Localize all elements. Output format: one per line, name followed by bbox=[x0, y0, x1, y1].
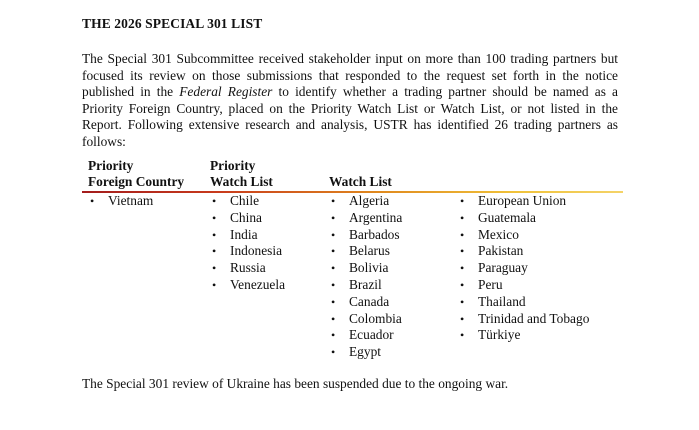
intro-text-part1: The Special 301 Subcommittee received stakeholder input on more than 100 trading partners but focused its review on those submissions that responded to the request set forth in the notice published in the bbox=[82, 51, 618, 100]
list-item bbox=[329, 311, 402, 328]
list-item bbox=[458, 327, 589, 344]
bullet-icon: • bbox=[331, 227, 336, 242]
list-item bbox=[329, 227, 402, 244]
country-name: Barbados bbox=[349, 226, 400, 242]
country-name: Venezuela bbox=[230, 276, 286, 292]
federal-register-emphasis: Federal Register bbox=[179, 84, 273, 100]
country-name: Vietnam bbox=[108, 193, 154, 208]
wl-list-col1 bbox=[329, 193, 402, 361]
bullet-icon: • bbox=[331, 244, 336, 259]
bullet-icon: • bbox=[460, 261, 465, 276]
country-name: Chile bbox=[230, 193, 260, 208]
country-name: Belarus bbox=[349, 243, 390, 259]
wl-list-col2 bbox=[458, 193, 589, 344]
country-name: European Union bbox=[478, 193, 567, 208]
bullet-icon: • bbox=[460, 210, 465, 225]
country-name: Brazil bbox=[349, 276, 382, 292]
wl-column-heading bbox=[329, 174, 392, 190]
bullet-icon: • bbox=[212, 244, 217, 259]
list-item bbox=[329, 193, 402, 210]
list-item bbox=[458, 227, 589, 244]
pwl-column-heading bbox=[210, 158, 273, 189]
bullet-icon: • bbox=[460, 227, 465, 242]
bullet-icon: • bbox=[460, 294, 465, 309]
list-item bbox=[329, 327, 402, 344]
bullet-icon: • bbox=[212, 261, 217, 276]
country-name: Pakistan bbox=[478, 243, 524, 259]
special-301-list-table bbox=[82, 158, 623, 368]
list-item bbox=[458, 311, 589, 328]
list-item bbox=[210, 260, 285, 277]
list-item bbox=[329, 243, 402, 260]
country-name: Canada bbox=[349, 293, 390, 309]
bullet-icon: • bbox=[460, 311, 465, 326]
list-item bbox=[210, 210, 285, 227]
bullet-icon: • bbox=[212, 227, 217, 242]
pwl-list bbox=[210, 193, 285, 294]
bullet-icon: • bbox=[212, 194, 217, 208]
bullet-icon: • bbox=[331, 194, 336, 208]
list-item bbox=[88, 193, 153, 210]
country-name: Ecuador bbox=[349, 327, 394, 343]
country-name: Mexico bbox=[478, 226, 519, 242]
country-name: Thailand bbox=[478, 293, 526, 309]
bullet-icon: • bbox=[212, 277, 217, 292]
pfc-heading-line2: Foreign Country bbox=[88, 173, 185, 189]
pfc-column-heading bbox=[88, 158, 184, 189]
bullet-icon: • bbox=[331, 311, 336, 326]
bullet-icon: • bbox=[331, 277, 336, 292]
country-name: Guatemala bbox=[478, 209, 536, 225]
list-item bbox=[210, 193, 285, 210]
country-name: Colombia bbox=[349, 310, 402, 326]
country-name: China bbox=[230, 209, 262, 225]
list-item bbox=[210, 277, 285, 294]
country-name: Türkiye bbox=[478, 327, 521, 343]
country-name: Russia bbox=[230, 260, 266, 276]
country-name: India bbox=[230, 226, 258, 242]
bullet-icon: • bbox=[331, 345, 336, 360]
list-item bbox=[329, 210, 402, 227]
country-name: Paraguay bbox=[478, 260, 528, 276]
country-name: Egypt bbox=[349, 344, 381, 360]
country-name: Peru bbox=[478, 276, 503, 292]
list-item bbox=[458, 260, 589, 277]
list-item bbox=[458, 243, 589, 260]
country-name: Bolivia bbox=[349, 260, 389, 276]
list-item bbox=[458, 277, 589, 294]
bullet-icon: • bbox=[331, 328, 336, 343]
intro-text-part2: to identify whether a trading partner should be named as a Priority Foreign Country, placed on the Priority Watch List or Watch List, or not listed in the Report. Following extensive research and analysis, USTR has identified 26 trading partners as follows: bbox=[82, 84, 618, 149]
pwl-heading-line2: Watch List bbox=[210, 173, 273, 189]
country-name: Algeria bbox=[349, 193, 390, 208]
pfc-list bbox=[88, 193, 153, 210]
list-item bbox=[458, 294, 589, 311]
list-item bbox=[329, 294, 402, 311]
bullet-icon: • bbox=[212, 210, 217, 225]
bullet-icon: • bbox=[331, 261, 336, 276]
list-item bbox=[458, 193, 589, 210]
country-name: Trinidad and Tobago bbox=[478, 310, 590, 326]
list-item bbox=[329, 260, 402, 277]
intro-paragraph bbox=[82, 51, 618, 151]
bullet-icon: • bbox=[460, 244, 465, 259]
ukraine-note: The Special 301 review of Ukraine has been suspended due to the ongoing war. bbox=[82, 376, 509, 391]
bullet-icon: • bbox=[460, 328, 465, 343]
list-item bbox=[210, 243, 285, 260]
bullet-icon: • bbox=[331, 210, 336, 225]
list-item bbox=[210, 227, 285, 244]
bullet-icon: • bbox=[90, 194, 95, 208]
bullet-icon: • bbox=[460, 277, 465, 292]
wl-heading-text: Watch List bbox=[329, 173, 392, 189]
pfc-heading-line1: Priority bbox=[88, 158, 134, 173]
country-name: Indonesia bbox=[230, 243, 283, 259]
list-item bbox=[329, 277, 402, 294]
list-item bbox=[458, 210, 589, 227]
pwl-heading-line1: Priority bbox=[210, 158, 256, 173]
list-item bbox=[329, 344, 402, 361]
bullet-icon: • bbox=[460, 194, 465, 208]
country-name: Argentina bbox=[349, 209, 403, 225]
bullet-icon: • bbox=[331, 294, 336, 309]
section-title: THE 2026 SPECIAL 301 LIST bbox=[82, 16, 263, 31]
